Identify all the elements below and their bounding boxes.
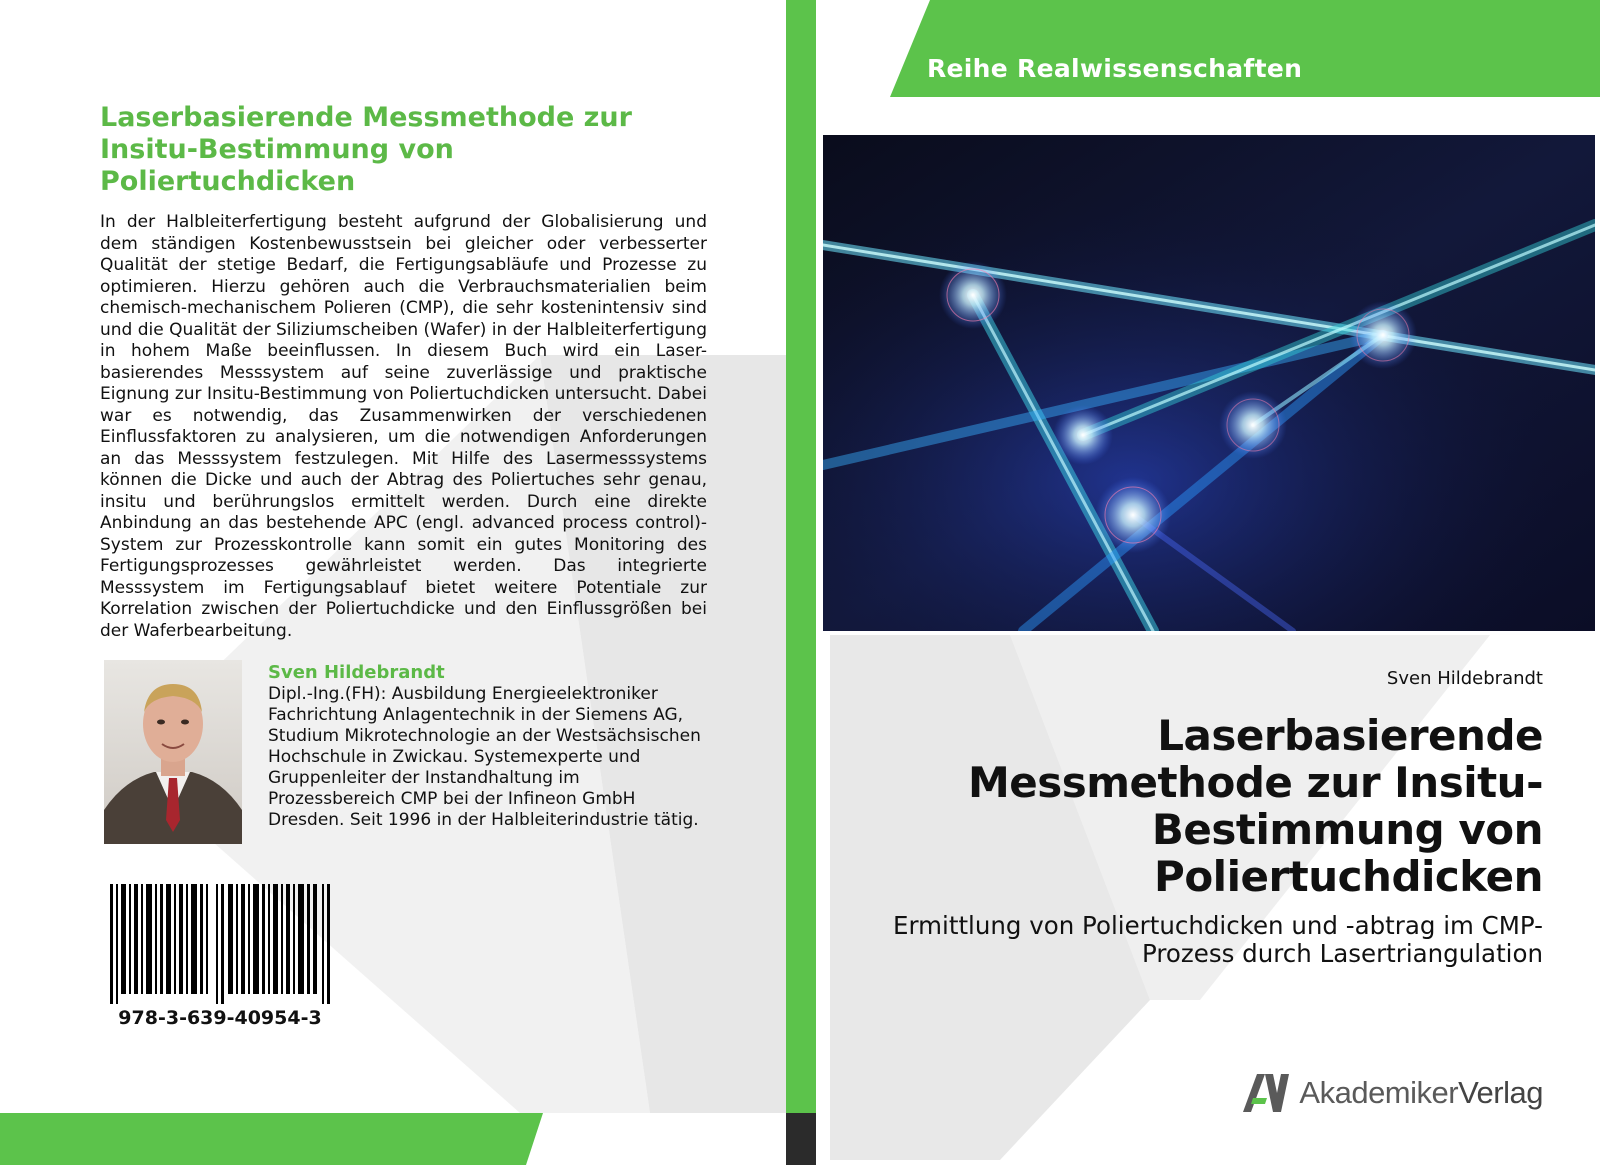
cover-image-laser-beams bbox=[823, 135, 1595, 631]
front-title: Laserbasierende Messmethode zur Insitu-Bestimmung von Poliertuchdicken bbox=[967, 711, 1543, 901]
author-photo bbox=[104, 660, 242, 844]
spine-dark-band bbox=[786, 1113, 816, 1165]
publisher-name bbox=[1299, 1075, 1543, 1111]
front-subtitle: Ermittlung von Poliertuchdicken und -abtrag im CMP-Prozess durch Lasertriangulation bbox=[893, 911, 1543, 968]
publisher-name-brand: Akademiker bbox=[1299, 1075, 1459, 1110]
back-title: Laserbasierende Messmethode zur Insitu-Bestimmung von Poliertuchdicken bbox=[100, 102, 632, 197]
series-label: Reihe Realwissenschaften bbox=[927, 54, 1303, 83]
back-author-name: Sven Hildebrandt bbox=[268, 662, 445, 683]
back-blurb: In der Halbleiterfertigung besteht aufgrund der Globalisierung und dem ständigen Kostenbewusstsein bei gleicher oder verbesserter Qualität der stetige Bedarf, die Fertigungsabläufe und Prozesse zu optimieren. Hierzu gehören auch die Verbrauchsmaterialien beim chemisch-mechanischem Polieren (CMP), die sehr kostenintensiv sind und die Qualität der Siliziumscheiben (Wafer) in der Halbleiterfertigung in hohem Maße beeinflussen. In diesem Buch wird ein Laser-basierendes Messsystem auf seine zuverlässige und praktische Eignung zur Insitu-Bestimmung von Poliertuchdicken untersucht. Dabei war es notwendig, das Zusammenwirken der verschiedenen Einflussfaktoren zu analysieren, um die notwendigen Anforderungen an das Messsystem festzulegen. Mit Hilfe des Lasermesssystems können die Dicke und auch der Abtrag des Poliertuches sehr genau, insitu und berührungslos ermittelt werden. Durch eine direkte Anbindung an das bestehende APC (engl. advanced process control)-System zur Prozesskontrolle kann somit ein gutes Monitoring des Fertigungsprozesses gewährleistet werden. Das integrierte Messsystem im Fertigungsablauf bietet weitere Potentiale zur Korrelation zwischen der Poliertuchdicke und den Einflussgrößen bei der Waferbearbeitung. bbox=[100, 212, 707, 641]
publisher-name-suffix: Verlag bbox=[1458, 1075, 1543, 1110]
back-author-bio: Dipl.-Ing.(FH): Ausbildung Energieelektroniker Fachrichtung Anlagentechnik in der Siemens AG, Studium Mikrotechnologie an der Westsächsischen Hochschule in Zwickau. Systemexperte und Gruppenleiter der Instandhaltung im Prozessbereich CMP bei der Infineon GmbH Dresden. Seit 1996 in der Halbleiterindustrie tätig. bbox=[268, 684, 701, 830]
isbn-number: 978-3-639-40954-3 bbox=[118, 1007, 322, 1029]
back-cover bbox=[0, 0, 786, 1165]
front-author-name: Sven Hildebrandt bbox=[1386, 668, 1543, 689]
publisher-logo bbox=[1243, 1072, 1543, 1114]
spine-green-band bbox=[786, 0, 816, 1113]
av-logo-icon bbox=[1243, 1074, 1289, 1112]
barcode-icon bbox=[110, 884, 332, 1004]
